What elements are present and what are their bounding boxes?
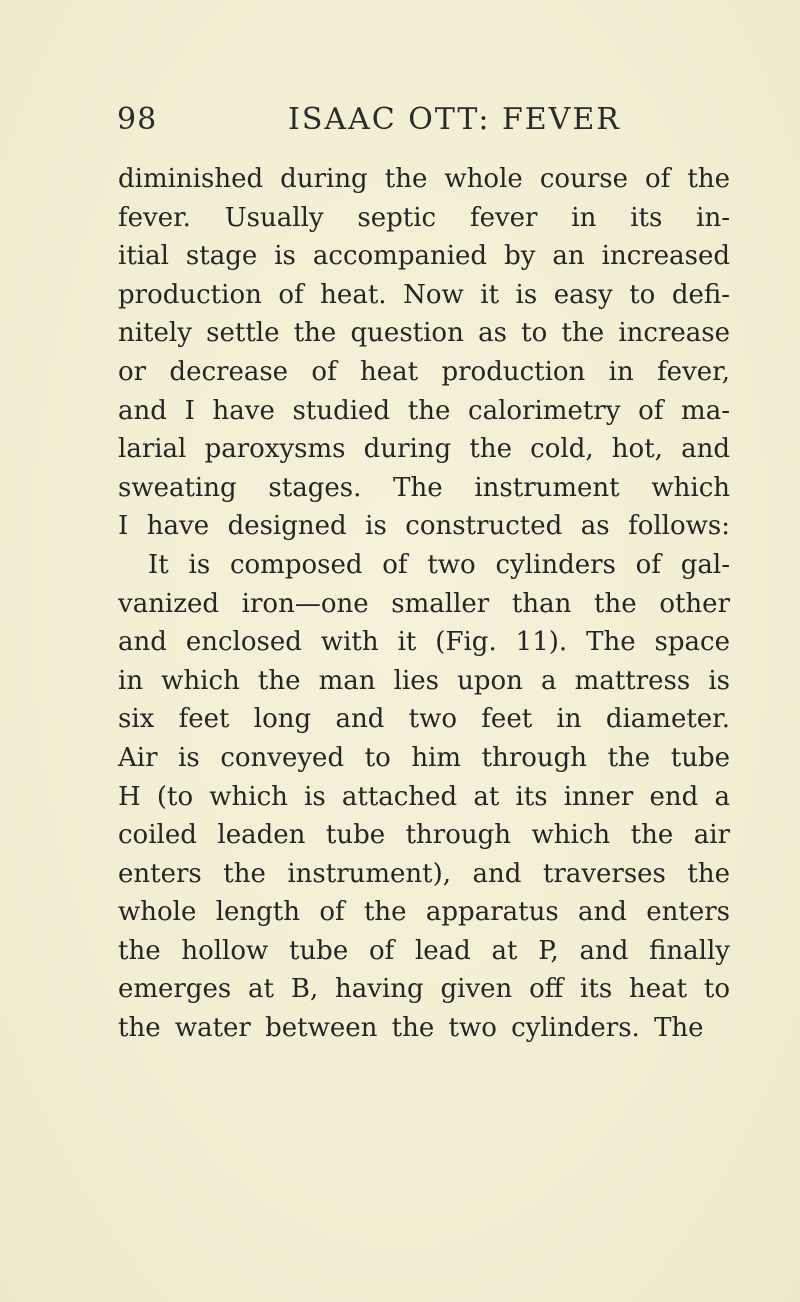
- text-line: fever. Usually septic fever in its in-: [118, 202, 730, 233]
- text-line: whole length of the apparatus and enters: [118, 897, 730, 928]
- text-line: nitely settle the question as to the increase: [118, 318, 730, 349]
- text-line: Air is conveyed to him through the tube: [118, 742, 730, 773]
- text-line: the water between the two cylinders. The: [118, 1013, 704, 1044]
- text-line: sweating stages. The instrument which: [118, 472, 730, 503]
- text-line: six feet long and two feet in diameter.: [118, 704, 730, 735]
- text-line: production of heat. Now it is easy to defi-: [118, 279, 730, 310]
- text-line: the hollow tube of lead at P, and finally: [118, 935, 730, 966]
- text-line: emerges at B, having given off its heat to: [118, 974, 730, 1005]
- text-line: larial paroxysms during the cold, hot, and: [118, 434, 730, 465]
- text-line: vanized iron—one smaller than the other: [118, 588, 730, 619]
- text-line: itial stage is accompanied by an increased: [118, 241, 730, 272]
- text-line: and enclosed with it (Fig. 11). The space: [118, 627, 730, 658]
- text-line: in which the man lies upon a mattress is: [118, 665, 730, 696]
- text-line: diminished during the whole course of the: [118, 164, 730, 194]
- page-header: [0, 102, 800, 152]
- text-line: coiled leaden tube through which the air: [118, 820, 730, 851]
- page-number: 98: [117, 102, 158, 137]
- text-line: enters the instrument), and traverses the: [118, 858, 730, 889]
- text-line: and I have studied the calorimetry of ma-: [118, 395, 730, 426]
- running-title: ISAAC OTT: FEVER: [288, 102, 621, 137]
- body-text: [118, 160, 730, 1048]
- text-line: It is composed of two cylinders of gal-: [148, 549, 730, 580]
- text-line: I have designed is constructed as follows:: [118, 511, 730, 542]
- text-line: H (to which is attached at its inner end a: [118, 781, 730, 812]
- text-line: or decrease of heat production in fever,: [118, 356, 730, 387]
